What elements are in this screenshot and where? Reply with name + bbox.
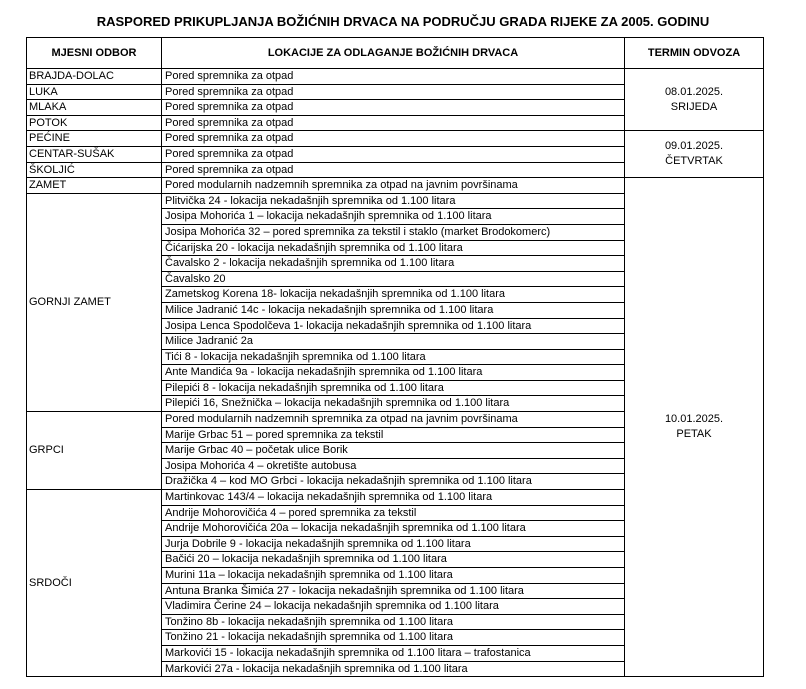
termin-date: 09.01.2025. xyxy=(664,140,724,153)
mjesni-odbor-cell: ZAMET xyxy=(27,178,162,194)
lokacija-cell: Pored spremnika za otpad xyxy=(162,84,625,100)
lokacija-cell: Murini 11a – lokacija nekadašnjih spremnika od 1.100 litara xyxy=(162,568,625,584)
mjesni-odbor-cell: ŠKOLJIĆ xyxy=(27,162,162,178)
lokacija-cell: Josipa Mohorića 32 – pored spremnika za tekstil i staklo (market Brodokomerc) xyxy=(162,224,625,240)
termin-day: ČETVRTAK xyxy=(665,155,723,168)
lokacija-cell: Tići 8 - lokacija nekadašnjih spremnika od 1.100 litara xyxy=(162,349,625,365)
lokacija-cell: Pilepići 8 - lokacija nekadašnjih spremnika od 1.100 litara xyxy=(162,380,625,396)
lokacija-cell: Zametskog Korena 18- lokacija nekadašnjih spremnika od 1.100 litara xyxy=(162,287,625,303)
lokacija-cell: Čavalsko 20 xyxy=(162,271,625,287)
lokacija-cell: Pored spremnika za otpad xyxy=(162,162,625,178)
document-title: RASPORED PRIKUPLJANJA BOŽIĆNIH DRVACA NA PODRUČJU GRADA RIJEKE ZA 2005. GODINU xyxy=(96,14,710,29)
mjesni-odbor-cell: GORNJI ZAMET xyxy=(27,193,162,411)
lokacija-cell: Marije Grbac 40 – početak ulice Borik xyxy=(162,443,625,459)
lokacija-cell: Čićarijska 20 - lokacija nekadašnjih spremnika od 1.100 litara xyxy=(162,240,625,256)
table-row xyxy=(27,178,764,194)
lokacija-cell: Martinkovac 143/4 – lokacija nekadašnjih spremnika od 1.100 litara xyxy=(162,490,625,506)
lokacija-cell: Pilepići 16, Snežnička – lokacija nekadašnjih spremnika od 1.100 litara xyxy=(162,396,625,412)
lokacija-cell: Plitvička 24 - lokacija nekadašnjih spremnika od 1.100 litara xyxy=(162,193,625,209)
header-mjesni-odbor: MJESNI ODBOR xyxy=(27,38,162,69)
lokacija-cell: Markovići 27a - lokacija nekadašnjih spremnika od 1.100 litara xyxy=(162,661,625,677)
header-termin: TERMIN ODVOZA xyxy=(625,38,764,69)
lokacija-cell: Josipa Lenca Spodolčeva 1- lokacija nekadašnjih spremnika od 1.100 litara xyxy=(162,318,625,334)
lokacija-cell: Pored spremnika za otpad xyxy=(162,131,625,147)
termin-date: 08.01.2025. xyxy=(664,85,724,98)
lokacija-cell: Markovići 15 - lokacija nekadašnjih spremnika od 1.100 litara – trafostanica xyxy=(162,645,625,661)
mjesni-odbor-cell: PEĆINE xyxy=(27,131,162,147)
table-row xyxy=(27,69,764,85)
lokacija-cell: Tonžino 8b - lokacija nekadašnjih spremnika od 1.100 litara xyxy=(162,614,625,630)
lokacija-cell: Pored spremnika za otpad xyxy=(162,69,625,85)
lokacija-cell: Marije Grbac 51 – pored spremnika za tekstil xyxy=(162,427,625,443)
lokacija-cell: Bačići 20 – lokacija nekadašnjih spremnika od 1.100 litara xyxy=(162,552,625,568)
mjesni-odbor-cell: MLAKA xyxy=(27,100,162,116)
lokacija-cell: Milice Jadranić 14c - lokacija nekadašnjih spremnika od 1.100 litara xyxy=(162,302,625,318)
lokacija-cell: Tonžino 21 - lokacija nekadašnjih spremnika od 1.100 litara xyxy=(162,630,625,646)
termin-day: SRIJEDA xyxy=(670,100,718,113)
lokacija-cell: Čavalsko 2 - lokacija nekadašnjih spremnika od 1.100 litara xyxy=(162,256,625,272)
lokacija-cell: Dražička 4 – kod MO Grbci - lokacija nekadašnjih spremnika od 1.100 litara xyxy=(162,474,625,490)
termin-day: PETAK xyxy=(676,428,712,441)
mjesni-odbor-cell: LUKA xyxy=(27,84,162,100)
lokacija-cell: Pored spremnika za otpad xyxy=(162,100,625,116)
mjesni-odbor-cell: CENTAR-SUŠAK xyxy=(27,146,162,162)
lokacija-cell: Vladimira Čerine 24 – lokacija nekadašnjih spremnika od 1.100 litara xyxy=(162,599,625,615)
termin-odvoza-cell xyxy=(625,131,764,178)
lokacija-cell: Jurja Dobrile 9 - lokacija nekadašnjih spremnika od 1.100 litara xyxy=(162,536,625,552)
lokacija-cell: Pored modularnih nadzemnih spremnika za otpad na javnim površinama xyxy=(162,178,625,194)
mjesni-odbor-cell: POTOK xyxy=(27,115,162,131)
termin-odvoza-cell xyxy=(625,178,764,677)
lokacija-cell: Milice Jadranić 2a xyxy=(162,334,625,350)
table-row xyxy=(27,131,764,147)
lokacija-cell: Josipa Mohorića 1 – lokacija nekadašnjih spremnika od 1.100 litara xyxy=(162,209,625,225)
lokacija-cell: Antuna Branka Šimića 27 - lokacija nekadašnjih spremnika od 1.100 litara xyxy=(162,583,625,599)
lokacija-cell: Ante Mandića 9a - lokacija nekadašnjih spremnika od 1.100 litara xyxy=(162,365,625,381)
termin-date: 10.01.2025. xyxy=(664,413,724,426)
lokacija-cell: Pored modularnih nadzemnih spremnika za otpad na javnim površinama xyxy=(162,412,625,428)
schedule-body xyxy=(27,69,764,677)
lokacija-cell: Andrije Mohorovičića 20a – lokacija nekadašnjih spremnika od 1.100 litara xyxy=(162,521,625,537)
termin-odvoza-cell xyxy=(625,69,764,131)
lokacija-cell: Andrije Mohorovičića 4 – pored spremnika za tekstil xyxy=(162,505,625,521)
mjesni-odbor-cell: BRAJDA-DOLAC xyxy=(27,69,162,85)
lokacija-cell: Pored spremnika za otpad xyxy=(162,146,625,162)
header-row xyxy=(27,38,764,69)
mjesni-odbor-cell: SRDOČI xyxy=(27,490,162,677)
mjesni-odbor-cell: GRPCI xyxy=(27,412,162,490)
header-lokacije: LOKACIJE ZA ODLAGANJE BOŽIĆNIH DRVACA xyxy=(162,38,625,69)
lokacija-cell: Pored spremnika za otpad xyxy=(162,115,625,131)
schedule-table xyxy=(26,37,764,677)
lokacija-cell: Josipa Mohorića 4 – okretište autobusa xyxy=(162,458,625,474)
